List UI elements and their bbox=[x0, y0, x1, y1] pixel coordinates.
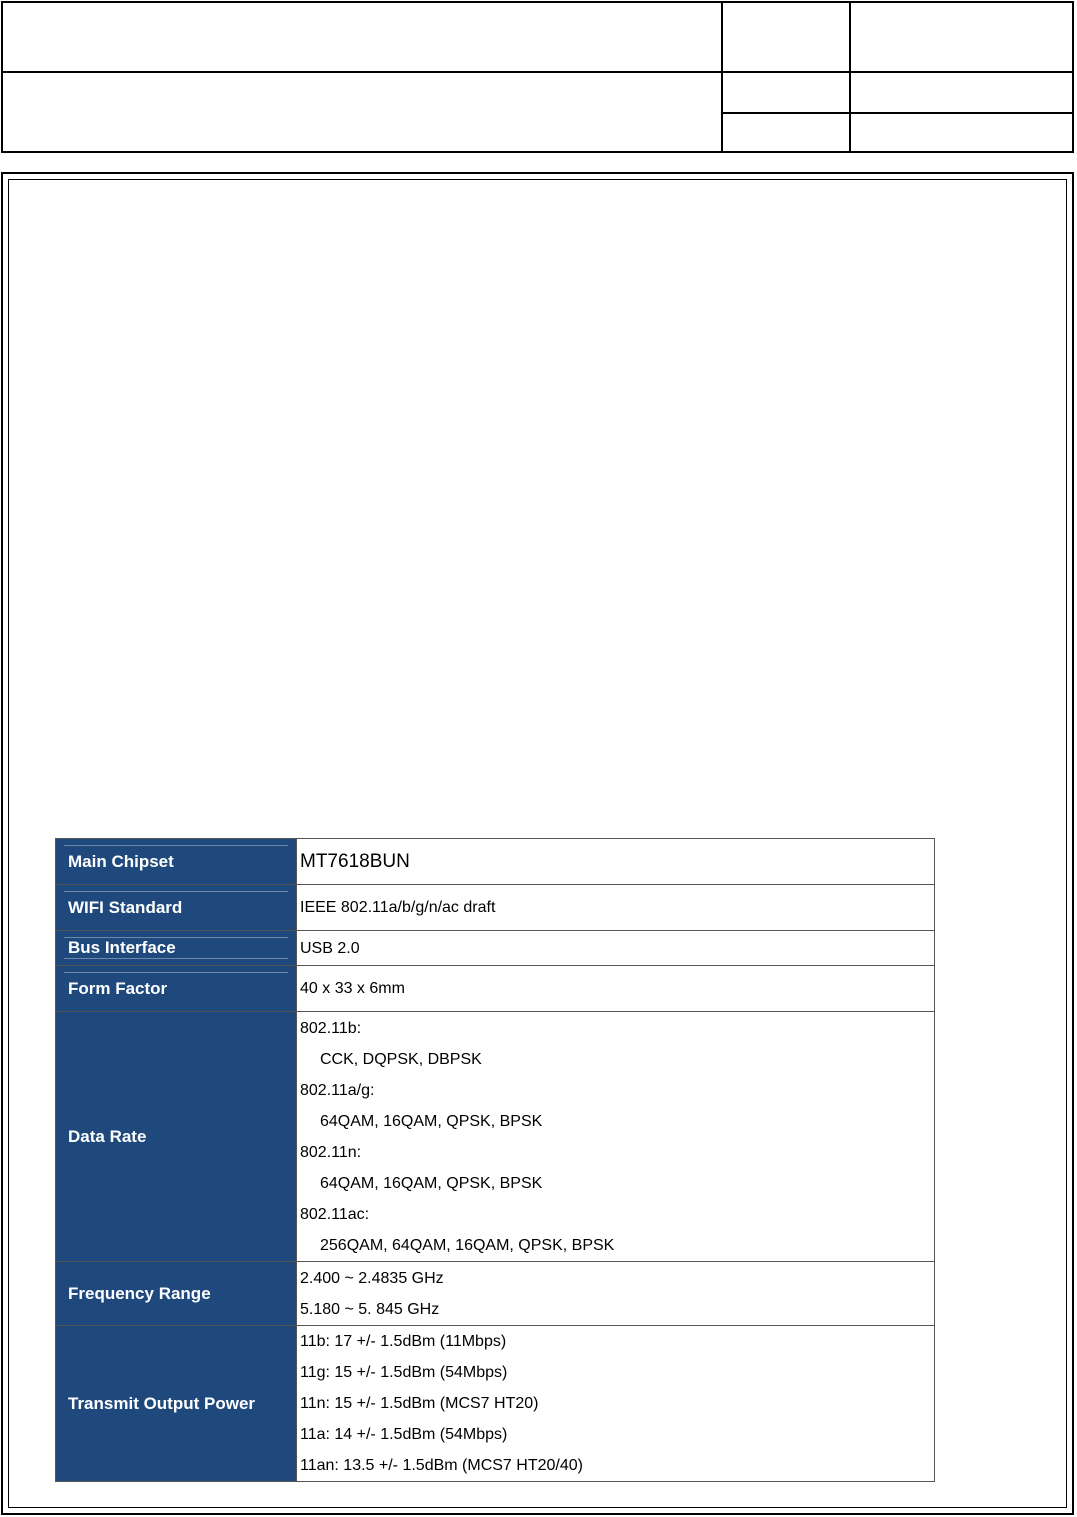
header-cell bbox=[851, 73, 1072, 112]
header-cell bbox=[723, 73, 849, 112]
spec-value-line: 11b: 17 +/- 1.5dBm (11Mbps) bbox=[300, 1333, 507, 1350]
spec-value: 40 x 33 x 6mm bbox=[300, 980, 405, 997]
header-title-cell bbox=[3, 3, 721, 71]
spec-label: Bus Interface bbox=[68, 938, 176, 957]
spec-label: Frequency Range bbox=[68, 1283, 211, 1303]
spec-label: Form Factor bbox=[68, 978, 168, 998]
spec-value-line: 802.11n: bbox=[300, 1143, 362, 1161]
spec-row-main-chipset bbox=[56, 839, 935, 885]
spec-row-form-factor bbox=[56, 966, 935, 1012]
spec-value-cell bbox=[297, 885, 935, 931]
spec-label-cell bbox=[56, 1326, 297, 1482]
spec-value: USB 2.0 bbox=[300, 939, 360, 957]
spec-value-line: 2.400 ~ 2.4835 GHz bbox=[300, 1269, 444, 1287]
spec-value-line: 64QAM, 16QAM, QPSK, BPSK bbox=[320, 1174, 543, 1192]
spec-value-line: 5.180 ~ 5. 845 GHz bbox=[300, 1300, 440, 1318]
header-cell bbox=[851, 3, 1072, 71]
spec-value-cell bbox=[297, 1326, 935, 1482]
header-cell bbox=[723, 3, 849, 71]
spec-row-frequency-range bbox=[56, 1262, 935, 1326]
spec-value-line: 802.11a/g: bbox=[300, 1081, 375, 1099]
spec-label-cell bbox=[56, 1012, 297, 1262]
spec-row-bus-interface bbox=[56, 931, 935, 966]
spec-row-data-rate bbox=[56, 1012, 935, 1262]
spec-value-cell bbox=[297, 839, 935, 885]
spec-label-cell bbox=[56, 931, 297, 966]
spec-value-cell bbox=[297, 1012, 935, 1262]
spec-value: MT7618BUN bbox=[300, 851, 410, 872]
spec-value-line: 11g: 15 +/- 1.5dBm (54Mbps) bbox=[300, 1364, 508, 1381]
header-cell bbox=[851, 114, 1072, 151]
spec-label-cell bbox=[56, 839, 297, 885]
header-cell bbox=[723, 114, 849, 151]
spec-value-cell bbox=[297, 931, 935, 966]
spec-value-line: CCK, DQPSK, DBPSK bbox=[320, 1050, 482, 1068]
spec-value-line: 64QAM, 16QAM, QPSK, BPSK bbox=[320, 1112, 543, 1130]
spec-value-line: 11n: 15 +/- 1.5dBm (MCS7 HT20) bbox=[300, 1395, 539, 1412]
spec-label: WIFI Standard bbox=[68, 897, 183, 917]
spec-table bbox=[55, 838, 935, 1482]
spec-label: Data Rate bbox=[68, 1126, 147, 1146]
spec-value-line: 11a: 14 +/- 1.5dBm (54Mbps) bbox=[300, 1426, 508, 1443]
spec-row-transmit-output-power bbox=[56, 1326, 935, 1482]
spec-value-cell bbox=[297, 1262, 935, 1326]
spec-row-wifi-standard bbox=[56, 885, 935, 931]
spec-label: Main Chipset bbox=[68, 851, 174, 871]
spec-label-cell bbox=[56, 966, 297, 1012]
spec-value-line: 802.11b: bbox=[300, 1019, 362, 1037]
spec-label-cell bbox=[56, 885, 297, 931]
spec-value: IEEE 802.11a/b/g/n/ac draft bbox=[300, 899, 496, 916]
spec-value-line: 802.11ac: bbox=[300, 1205, 370, 1223]
spec-value-line: 11an: 13.5 +/- 1.5dBm (MCS7 HT20/40) bbox=[300, 1457, 583, 1474]
spec-value-line: 256QAM, 64QAM, 16QAM, QPSK, BPSK bbox=[320, 1236, 615, 1254]
header-subtitle-cell bbox=[3, 73, 721, 151]
document-header-block bbox=[1, 1, 1074, 153]
spec-label: Transmit Output Power bbox=[68, 1393, 256, 1413]
spec-label-cell bbox=[56, 1262, 297, 1326]
spec-value-cell bbox=[297, 966, 935, 1012]
